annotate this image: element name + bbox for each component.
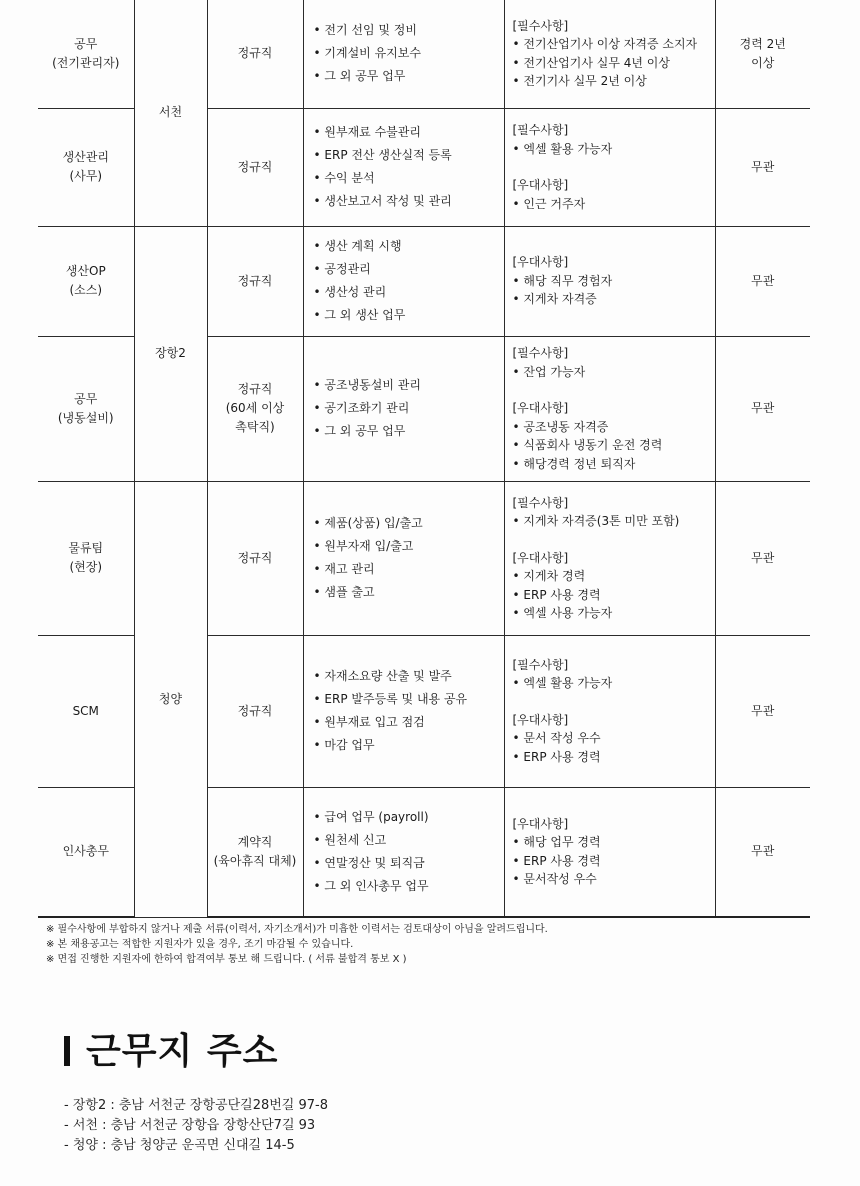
experience-cell	[715, 787, 810, 917]
job-title-cell	[38, 336, 134, 481]
job-title-cell	[38, 0, 134, 108]
duty-item: • 원천세 신고	[313, 832, 387, 847]
requirement-line: • 인근 거주자	[512, 196, 586, 211]
duties-cell	[303, 336, 504, 481]
address-item: - 장항2 : 충남 서천군 장항공단길28번길 97-8	[64, 1098, 328, 1113]
requirements-cell	[504, 336, 715, 481]
duties-cell	[303, 787, 504, 917]
duty-item: • 급여 업무 (payroll)	[313, 809, 429, 824]
requirement-line: • 해당경력 정년 퇴직자	[512, 456, 636, 471]
duty-item: • 공조냉동설비 관리	[313, 378, 421, 392]
requirement-line: [필수사항]	[512, 18, 569, 33]
experience-line: 무관	[751, 703, 775, 718]
duty-item: • 샘플 출고	[313, 585, 375, 599]
recruitment-table	[38, 0, 810, 918]
experience-cell	[715, 108, 810, 226]
requirement-line: [우대사항]	[512, 550, 569, 565]
requirement-line: • 전기산업기사 실무 4년 이상	[512, 55, 670, 70]
job-title-line: 생산OP	[65, 264, 106, 278]
duty-item: • ERP 전산 생산실적 등록	[313, 148, 452, 162]
notice-line: ※ 본 채용공고는 적합한 지원자가 있을 경우, 조기 마감될 수 있습니다.	[46, 939, 354, 950]
requirements-cell	[504, 481, 715, 635]
requirements-cell	[504, 108, 715, 226]
duty-item: • 그 외 생산 업무	[313, 308, 406, 322]
address-item: - 청양 : 충남 청양군 운곡면 신대길 14-5	[64, 1138, 295, 1153]
duty-item: • 원부재료 수불관리	[313, 125, 421, 139]
experience-cell	[715, 336, 810, 481]
requirement-line: • 전기산업기사 이상 자격증 소지자	[512, 37, 698, 52]
requirement-line: [우대사항]	[512, 178, 569, 192]
requirement-line: [필수사항]	[512, 495, 569, 510]
requirement-block	[513, 494, 715, 531]
requirements-cell	[504, 635, 715, 787]
job-title-cell	[38, 226, 134, 336]
location-cell: 서천	[134, 0, 207, 226]
duties-cell	[303, 635, 504, 787]
employment-type-cell	[207, 787, 303, 917]
requirement-line: • 문서 작성 우수	[512, 731, 601, 746]
employment-type-line: 촉탁직)	[235, 420, 275, 434]
requirements-cell	[504, 0, 715, 108]
duty-item: • 재고 관리	[313, 562, 375, 576]
address-section-title	[64, 1030, 278, 1074]
requirement-line: • 공조냉동 자격증	[512, 419, 609, 434]
employment-type-line: 정규직	[237, 550, 273, 565]
requirement-line: [우대사항]	[512, 255, 569, 270]
requirement-line: [필수사항]	[512, 346, 569, 360]
duty-item: • 생산보고서 작성 및 관리	[313, 194, 452, 208]
experience-cell	[715, 635, 810, 787]
requirement-line: • 전기기사 실무 2년 이상	[512, 74, 647, 89]
duty-item: • 연말정산 및 퇴직금	[313, 855, 425, 870]
notice-line: ※ 면접 진행한 지원자에 한하여 합격여부 통보 해 드립니다. ( 서류 불합격 통보 X )	[46, 954, 407, 965]
duty-item: • 수익 분석	[313, 171, 375, 185]
requirement-block	[513, 17, 715, 91]
experience-line: 경력 2년	[739, 36, 786, 51]
experience-line: 무관	[751, 401, 775, 415]
table-row	[38, 0, 810, 108]
address-title-text: 근무지 주소	[86, 1031, 279, 1072]
duty-item: • 기계설비 유지보수	[313, 46, 421, 61]
experience-line: 무관	[751, 844, 775, 859]
location-cell: 청양	[134, 481, 207, 917]
notice-list	[46, 922, 548, 967]
employment-type-line: 정규직	[237, 273, 273, 288]
requirements-cell	[504, 787, 715, 917]
job-title-line: (현장)	[69, 560, 103, 574]
requirement-block	[513, 176, 715, 213]
requirement-line: [필수사항]	[512, 123, 569, 137]
location-cell: 장항2	[134, 226, 207, 481]
employment-type-line: 정규직	[237, 382, 273, 396]
employment-type-line: 계약직	[237, 834, 273, 849]
duties-cell	[303, 0, 504, 108]
duty-item: • 전기 선임 및 정비	[313, 23, 417, 38]
duty-item: • ERP 발주등록 및 내용 공유	[313, 692, 468, 706]
job-title-line: 공무	[74, 391, 98, 406]
experience-cell	[715, 226, 810, 336]
employment-type-cell	[207, 481, 303, 635]
job-title-line: (전기관리자)	[52, 55, 120, 70]
experience-line: 이상	[751, 55, 775, 70]
duty-item: • 자재소요량 산출 및 발주	[313, 669, 452, 683]
experience-cell	[715, 481, 810, 635]
job-title-cell	[38, 108, 134, 226]
requirement-line: • 잔업 가능자	[512, 364, 586, 379]
experience-line: 무관	[751, 273, 775, 288]
employment-type-line: 정규직	[237, 703, 273, 718]
employment-type-line: 정규직	[237, 46, 273, 61]
requirement-line: [우대사항]	[512, 712, 569, 727]
requirement-line: • 엑셀 사용 가능자	[512, 606, 613, 620]
experience-line: 무관	[751, 159, 775, 174]
job-title-line: 공무	[74, 36, 98, 51]
duty-item: • 제품(상품) 입/출고	[313, 516, 423, 530]
requirement-line: • 식품회사 냉동기 운전 경력	[512, 438, 663, 452]
duty-item: • 그 외 인사총무 업무	[313, 878, 429, 893]
employment-type-line: (육아휴직 대체)	[213, 853, 297, 868]
employment-type-line: (60세 이상	[225, 401, 285, 415]
requirement-block	[513, 399, 715, 473]
job-title-line: 생산관리	[62, 150, 109, 164]
requirement-line: • 해당 업무 경력	[512, 835, 601, 850]
duty-item: • 원부자재 입/출고	[313, 539, 414, 553]
job-title-line: (냉동설비)	[57, 410, 114, 425]
duty-item: • 공기조화기 관리	[313, 401, 410, 415]
requirement-line: • ERP 사용 경력	[512, 749, 601, 764]
employment-type-cell	[207, 336, 303, 481]
job-title-line: (사무)	[69, 169, 103, 183]
requirement-line: [필수사항]	[512, 657, 569, 672]
requirement-block	[513, 656, 715, 693]
requirement-block	[513, 815, 715, 889]
requirement-line: • 해당 직무 경험자	[512, 273, 613, 288]
requirement-line: • 엑셀 활용 가능자	[512, 676, 613, 691]
requirement-block	[513, 121, 715, 158]
requirement-line: • 지게차 경력	[512, 569, 586, 583]
job-title-line: 물류팀	[68, 541, 104, 555]
job-title-line: 인사총무	[62, 844, 109, 859]
experience-line: 무관	[751, 550, 775, 565]
table-row	[38, 481, 810, 635]
title-bar-icon	[64, 1036, 70, 1066]
duty-item: • 생산성 관리	[313, 285, 387, 299]
duty-item: • 마감 업무	[313, 738, 375, 752]
job-title-line: (소스)	[69, 283, 103, 297]
requirement-line: [우대사항]	[512, 401, 569, 415]
requirement-line: • ERP 사용 경력	[512, 853, 601, 868]
requirement-line: • 지게차 자격증	[512, 292, 597, 307]
address-item: - 서천 : 충남 서천군 장항읍 장항산단7길 93	[64, 1118, 316, 1133]
employment-type-cell	[207, 635, 303, 787]
employment-type-cell	[207, 108, 303, 226]
requirement-block	[513, 344, 715, 381]
experience-cell	[715, 0, 810, 108]
duty-item: • 원부재료 입고 점검	[313, 715, 425, 729]
requirement-block	[513, 711, 715, 767]
table-row	[38, 226, 810, 336]
duties-cell	[303, 481, 504, 635]
duty-item: • 생산 계획 시행	[313, 239, 402, 253]
duties-cell	[303, 108, 504, 226]
requirement-line: • 문서작성 우수	[512, 872, 597, 887]
job-title-cell	[38, 481, 134, 635]
requirement-block	[513, 549, 715, 623]
job-title-cell	[38, 635, 134, 787]
duty-item: • 그 외 공무 업무	[313, 424, 406, 438]
requirement-line: • 엑셀 활용 가능자	[512, 141, 613, 156]
requirement-line: [우대사항]	[512, 816, 569, 831]
duty-item: • 공정관리	[313, 262, 371, 276]
employment-type-cell	[207, 0, 303, 108]
requirements-cell	[504, 226, 715, 336]
employment-type-cell	[207, 226, 303, 336]
recruitment-table-body	[38, 0, 810, 917]
job-title-cell	[38, 787, 134, 917]
notice-line: ※ 필수사항에 부합하지 않거나 제출 서류(이력서, 자기소개서)가 미흡한 이력서는 검토대상이 아님을 알려드립니다.	[46, 924, 548, 935]
duties-cell	[303, 226, 504, 336]
duty-item: • 그 외 공무 업무	[313, 69, 406, 84]
requirement-line: • ERP 사용 경력	[512, 587, 601, 602]
employment-type-line: 정규직	[237, 159, 273, 174]
job-title-line: SCM	[72, 703, 99, 718]
address-list	[64, 1096, 328, 1156]
requirement-line: • 지게차 자격증(3톤 미만 포함)	[512, 514, 680, 528]
requirement-block	[513, 253, 715, 309]
